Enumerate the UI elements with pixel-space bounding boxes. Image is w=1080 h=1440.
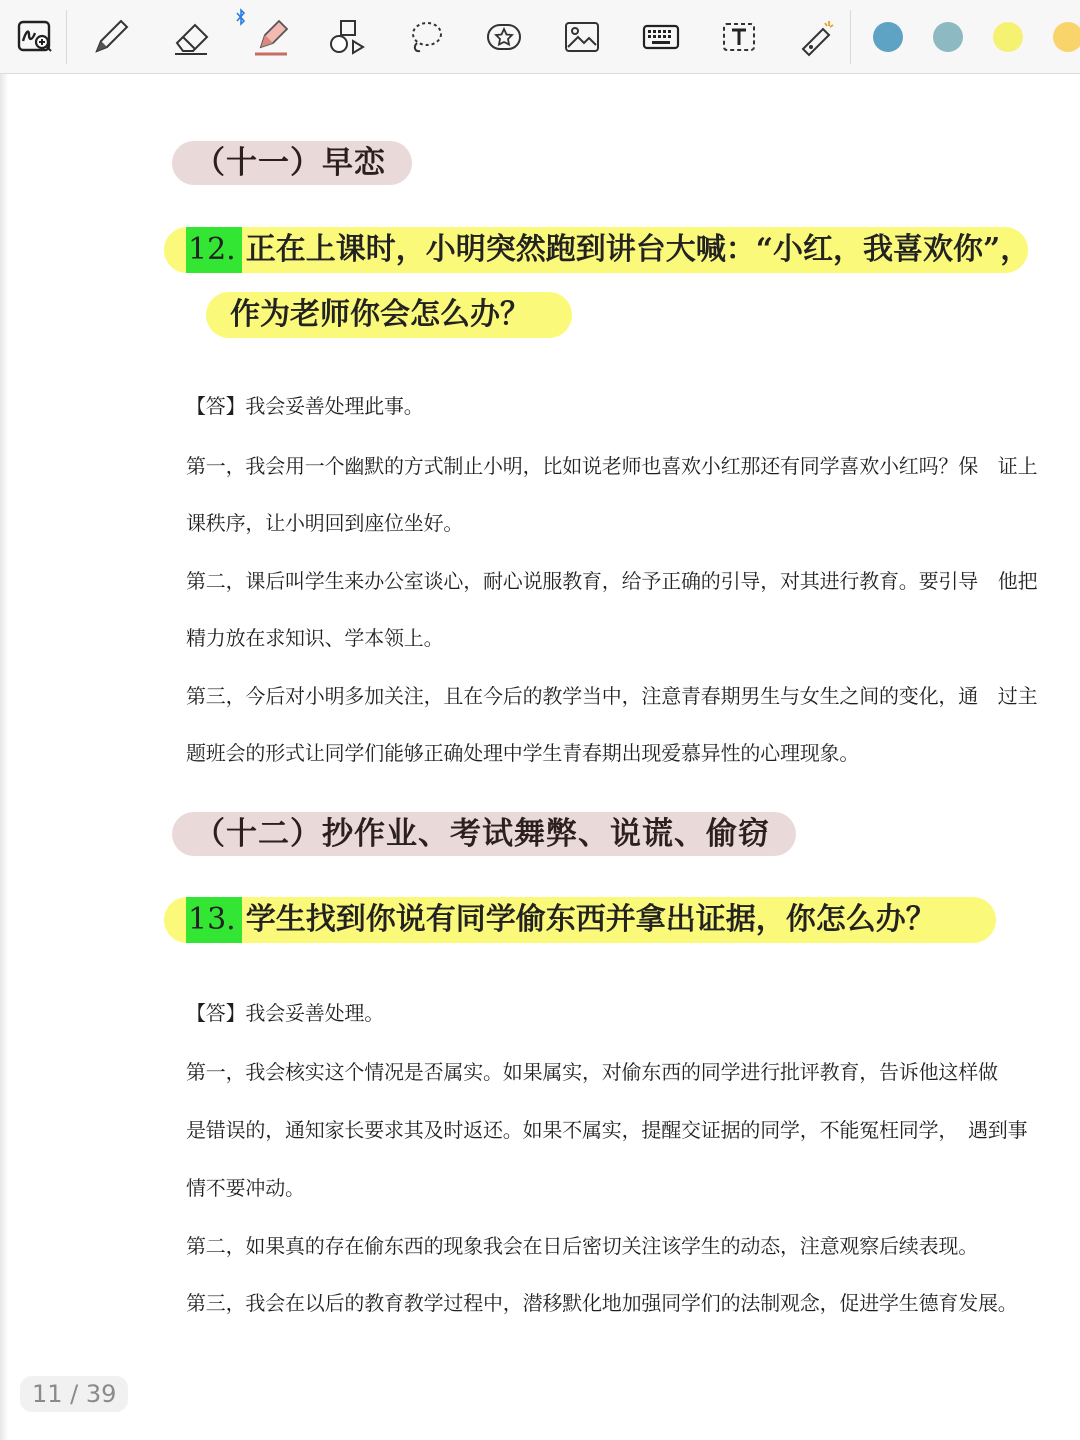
color-swatch-blue[interactable] [873, 22, 903, 52]
annotation-toolbar [0, 0, 1080, 74]
answer-paragraph: 是错误的，通知家长要求其及时返还。如果不属实，提醒交证据的同学，不能冤枉同学， 遇到事 [186, 1118, 1028, 1142]
answer-paragraph: 精力放在求知识、学本领上。 [186, 626, 444, 650]
sticker-icon[interactable] [481, 14, 527, 60]
answer-paragraph: 第一，我会用一个幽默的方式制止小明，比如说老师也喜欢小红那还有同学喜欢小红吗？保 证上 [186, 454, 1038, 478]
answer-paragraph: 情不要冲动。 [186, 1176, 305, 1200]
keyboard-icon[interactable] [638, 14, 684, 60]
answer-paragraph: 课秩序，让小明回到座位坐好。 [186, 511, 464, 535]
question-number: 12. [186, 227, 242, 273]
page-edge-shadow [0, 74, 8, 1440]
question-text: 作为老师你会怎么办？ [230, 297, 530, 332]
toolbar-separator [850, 10, 851, 64]
shapes-icon[interactable] [324, 14, 370, 60]
question-line [164, 897, 996, 943]
question-line [164, 227, 1031, 273]
section-heading: （十二）抄作业、考试舞弊、说谎、偷窃 [172, 812, 796, 856]
question-number: 13. [186, 897, 242, 943]
answer-paragraph: 第一，我会核实这个情况是否属实。如果属实，对偷东西的同学进行批评教育，告诉他这样做 [186, 1060, 998, 1084]
pen-icon[interactable] [88, 14, 134, 60]
answer-paragraph: 第二，如果真的存在偷东西的现象我会在日后密切关注该学生的动态，注意观察后续表现。 [186, 1234, 978, 1258]
toolbar-separator [66, 10, 67, 64]
answer-intro: 【答】我会妥善处理此事。 [186, 394, 424, 418]
text-box-icon[interactable] [716, 14, 762, 60]
bluetooth-icon [234, 8, 248, 28]
highlighter-icon[interactable] [248, 14, 294, 60]
answer-paragraph: 第三，我会在以后的教育教学过程中，潜移默化地加强同学们的法制观念，促进学生德育发展。 [186, 1291, 1018, 1315]
image-icon[interactable] [559, 14, 605, 60]
page-counter: 11 / 39 [20, 1376, 128, 1412]
section-heading: （十一）早恋 [172, 141, 412, 185]
color-swatch-orange[interactable] [1053, 22, 1080, 52]
color-swatch-teal[interactable] [933, 22, 963, 52]
question-text: 学生找到你说有同学偷东西并拿出证据，你怎么办？ [245, 902, 936, 937]
eraser-icon[interactable] [168, 14, 214, 60]
answer-paragraph: 第三，今后对小明多加关注，且在今后的教学当中，注意青春期男生与女生之间的变化，通 过主 [186, 684, 1038, 708]
answer-intro: 【答】我会妥善处理。 [186, 1001, 384, 1025]
answer-paragraph: 题班会的形式让同学们能够正确处理中学生青春期出现爱慕异性的心理现象。 [186, 741, 860, 765]
handwriting-search-icon[interactable] [12, 14, 58, 60]
answer-paragraph: 第二，课后叫学生来办公室谈心，耐心说服教育，给予正确的引导，对其进行教育。要引导 他把 [186, 569, 1038, 593]
color-swatch-yellow[interactable] [993, 22, 1023, 52]
lasso-icon[interactable] [402, 14, 448, 60]
laser-pointer-icon[interactable] [794, 14, 840, 60]
question-line [206, 292, 572, 338]
question-text: 正在上课时，小明突然跑到讲台大喊：“小红，我喜欢你”， [245, 232, 1031, 267]
